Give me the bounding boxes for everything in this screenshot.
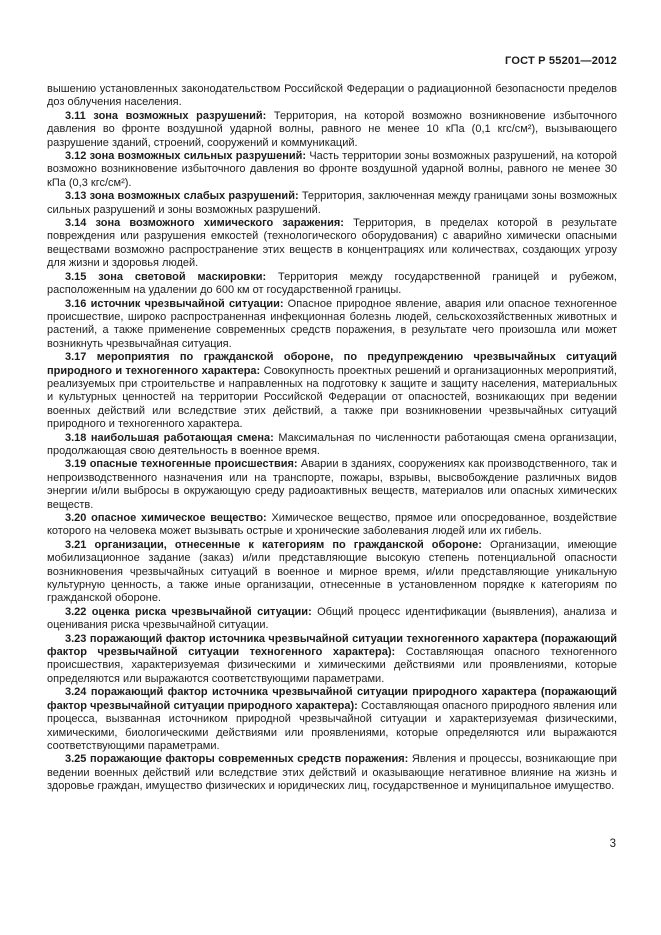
definition-paragraph (47, 753, 617, 793)
definition-paragraph (47, 150, 617, 190)
definition-text: Часть территории зоны возможных разрушений, на которой возможно возникновение избыточного давления во фронте воздушной ударной волны, равного не менее 30 кПа (0,3 кгс/см²). (47, 150, 618, 189)
definition-text: Организации, имеющие мобилизационное задание (заказ) и/или представляющие высокую степень потенциальной опасности возникновения чрезвычайных ситуаций в военное и мирное время, и/или представляющие уникальную культурную ценность, а также иные организации, отнесенные в установленном порядке к категориям по гражданской обороне. (47, 538, 618, 605)
definition-term: поражающий фактор источника чрезвычайной ситуации природного характера (поражающий фактор чрезвычайной ситуации природного характера): (47, 686, 618, 712)
definition-term: опасное химическое вещество: (91, 512, 272, 524)
definition-paragraph (47, 271, 617, 298)
definition-paragraph (47, 686, 617, 753)
definition-number: 3.24 (65, 686, 91, 699)
definition-term: мероприятия по гражданской обороне, по предупреждению чрезвычайных ситуаций природного и техногенного характера: (47, 351, 617, 377)
definition-text: Территория, заключенная между границами зоны возможных сильных разрушений и зоны возможных разрушений. (47, 190, 617, 216)
definition-number: 3.20 (65, 512, 92, 524)
definition-term: зона световой маскировки: (98, 270, 279, 283)
definition-term: источник чрезвычайной ситуации: (90, 297, 288, 310)
definition-term: наибольшая работающая смена: (90, 431, 279, 444)
definition-term: поражающий фактор источника чрезвычайной ситуации техногенного характера (поражающий фактор чрезвычайной ситуации техногенного характера): (47, 632, 617, 659)
definition-number: 3.17 (65, 351, 97, 364)
definition-number: 3.11 (65, 109, 94, 122)
definition-text: Аварии в зданиях, сооружениях как производственного, так и непроизводственного назначения или на транспорте, пожары, взрывы, высвобождение различных видов энергии и/или выбросы в окружающую среду радиоактивных веществ, материалов или опасных химических веществ. (47, 458, 617, 511)
definition-text: Территория, на которой возможно возникновение избыточного давления во фронте воздушной ударной волны, равного не менее 10 кПа (0,1 кгс/см²), вызывающего разрушение зданий, строений, сооружений и коммуникаций. (47, 109, 617, 149)
document-body (47, 83, 617, 794)
definition-number: 3.16 (65, 297, 91, 310)
definition-text: Явления и процессы, возникающие при ведении военных действий или вследствие этих действий и оказывающие негативное влияние на жизнь и здоровье граждан, имущество физических и юридических лиц, государственное и муниципальное имущество. (47, 753, 618, 793)
definition-number: 3.21 (65, 538, 95, 551)
definition-term: опасные техногенные происшествия: (89, 458, 301, 471)
page-number-value: 3 (609, 838, 616, 850)
definition-term: зона возможных разрушений: (93, 109, 274, 122)
definition-paragraph (47, 458, 617, 512)
definition-number: 3.25 (65, 753, 90, 766)
definition-number: 3.23 (65, 632, 90, 645)
definition-text: Территория между государственной границей и рубежом, расположенным на удалении до 600 км от государственной границы. (47, 270, 617, 297)
definition-paragraph (47, 432, 617, 459)
definition-number: 3.12 (65, 150, 90, 163)
definition-paragraph (47, 217, 617, 271)
definition-paragraph (47, 539, 617, 606)
definition-number: 3.22 (65, 605, 92, 618)
definition-text: Составляющая опасного природного явления или процесса, вызванная источником природной чрезвычайной ситуации и характеризуемая физическими, химическими, биологическими действиями или проявлениями, которые определяются или выражаются соответствующими параметрами. (47, 699, 617, 752)
definition-term: поражающие факторы современных средств поражения: (90, 753, 412, 766)
definition-paragraph (47, 351, 617, 431)
definition-text: Опасное природное явление, авария или опасное техногенное происшествие, широко распространенная инфекционная болезнь людей, сельскохозяйственных животных и растений, а также применение современных средств поражения, в результате чего произошла или может возникнуть чрезвычайная ситуация. (47, 297, 618, 350)
page-number (560, 838, 616, 850)
definition-term: оценка риска чрезвычайной ситуации: (91, 605, 318, 618)
definition-paragraph (47, 512, 617, 539)
definition-text: Максимальная по численности работающая смена организации, продолжающая свою деятельность в военное время. (47, 431, 617, 457)
definition-number: 3.19 (65, 458, 90, 471)
definition-number: 3.18 (65, 431, 91, 444)
definition-term: зона возможного химического заражения: (95, 217, 354, 230)
definition-number: 3.15 (65, 270, 99, 283)
definition-paragraph (47, 633, 617, 687)
definition-paragraph (47, 190, 617, 217)
definition-term: зона возможных сильных разрушений: (89, 150, 310, 163)
definition-text: Общий процесс идентификации (выявления), анализа и оценивания риска чрезвычайной ситуации. (47, 605, 617, 632)
definition-paragraph (47, 298, 617, 352)
definition-number: 3.13 (65, 190, 90, 203)
definition-number: 3.14 (65, 217, 96, 230)
definition-paragraph (47, 606, 617, 633)
definition-text: Составляющая опасного техногенного происшествия, характеризуемая физическими и химическими действиями или проявлениями, которые определяются или выражаются соответствующими параметрами. (47, 646, 617, 685)
document-header (47, 55, 617, 67)
continuation-paragraph: вышению установленных законодательством Российской Федерации о радиационной безопасности пределов доз облучения населения. (47, 83, 617, 109)
definitions-list (47, 110, 617, 794)
standard-number: ГОСТ Р 55201—2012 (505, 55, 617, 67)
definition-paragraph (47, 110, 617, 150)
definition-term: организации, отнесенные к категориям по гражданской обороне: (94, 538, 490, 551)
definition-text: Химическое вещество, прямое или опосредованное, воздействие которого на человека может вызывать острые и хронические заболевания людей или их гибель. (47, 512, 618, 538)
definition-text: Совокупность проектных решений и организационных мероприятий, реализуемых при строительстве и направленных на подготовку к защите и защиту населения, материальных и культурных ценностей на территории Российской Федерации от опасностей, возникающих при ведении военных действий или вследствие этих действий, а также при возникновении чрезвычайных ситуаций природного и техногенного характера. (47, 364, 617, 431)
definition-text: Территория, в пределах которой в результате повреждения или разрушения емкостей (технологического оборудования) с аварийно химически опасными веществами возможно распространение этих веществ в концентрациях или количествах, создающих угрозу для жизни и здоровья людей. (47, 217, 617, 270)
definition-term: зона возможных слабых разрушений: (89, 190, 302, 203)
